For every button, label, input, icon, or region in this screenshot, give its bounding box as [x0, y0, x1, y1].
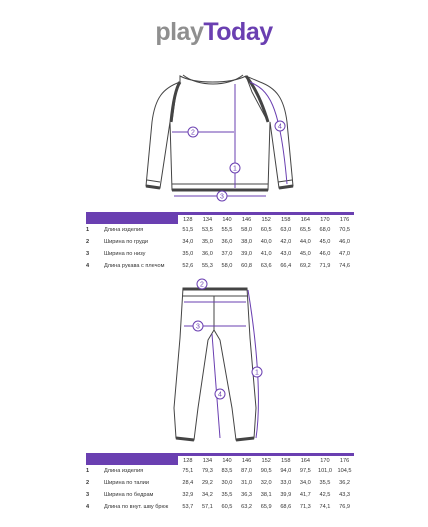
measurement-value: 34,0 — [299, 480, 311, 486]
measurement-value: 83,5 — [221, 468, 233, 474]
size-cell: 146 — [237, 455, 257, 466]
measurement-value: 36,3 — [241, 492, 253, 498]
measurement-label: Длина изделия — [104, 468, 144, 474]
measurement-value: 75,1 — [182, 468, 194, 474]
size-cell: 158 — [276, 214, 296, 225]
sweatshirt-drawing — [0, 62, 428, 212]
measurement-value: 101,0 — [317, 468, 332, 474]
measurement-value: 35,5 — [221, 492, 233, 498]
measurement-label: Ширина по талии — [104, 480, 150, 486]
logo-part-today: Today — [203, 18, 273, 46]
size-cell: 128 — [178, 455, 198, 466]
measurement-value: 33,0 — [280, 480, 292, 486]
measurement-value: 30,0 — [221, 480, 233, 486]
measurement-value: 42,5 — [319, 492, 331, 498]
measurement-label: Ширина по низу — [104, 251, 146, 257]
measurement-value: 53,7 — [182, 504, 194, 510]
row-number: 1 — [86, 227, 90, 233]
size-cell: 176 — [335, 214, 355, 225]
measurement-value: 39,9 — [280, 492, 292, 498]
size-cell: 128 — [178, 214, 198, 225]
callout-4: 4 — [218, 391, 222, 399]
size-cell: 176 — [335, 455, 355, 466]
size-cell: 134 — [198, 214, 218, 225]
row-number: 2 — [86, 239, 90, 245]
bottom-size-table — [86, 453, 354, 513]
table-row — [86, 501, 354, 513]
measurement-value: 97,5 — [299, 468, 311, 474]
measurement-value: 41,7 — [299, 492, 311, 498]
measurement-value: 71,3 — [299, 504, 311, 510]
row-number: 1 — [86, 468, 90, 474]
size-cell: 164 — [296, 455, 316, 466]
table-row — [86, 465, 354, 477]
measurement-value: 38,1 — [260, 492, 272, 498]
measurement-value: 29,2 — [201, 480, 213, 486]
table-row — [86, 489, 354, 501]
measurement-value: 53,5 — [201, 227, 213, 233]
table-row — [86, 477, 354, 489]
size-cell: 152 — [256, 214, 276, 225]
measurement-value: 36,0 — [221, 239, 233, 245]
measurement-value: 45,0 — [299, 251, 311, 257]
measurement-value: 65,5 — [299, 227, 311, 233]
measurement-value: 46,0 — [319, 251, 331, 257]
measurement-value: 58,0 — [221, 263, 233, 269]
measurement-value: 44,0 — [299, 239, 311, 245]
top-size-header-row — [86, 214, 354, 225]
brand-logo-text — [155, 18, 272, 46]
measurement-value: 51,5 — [182, 227, 194, 233]
pants-drawing — [0, 278, 428, 450]
measurement-value: 87,0 — [241, 468, 253, 474]
measurement-value: 68,6 — [280, 504, 292, 510]
size-cell: 134 — [198, 455, 218, 466]
row-number: 4 — [86, 504, 90, 510]
measurement-value: 79,3 — [201, 468, 213, 474]
measurement-value: 35,0 — [201, 239, 213, 245]
size-cell: 158 — [276, 455, 296, 466]
size-cell: 164 — [296, 214, 316, 225]
brand-logo — [0, 18, 428, 47]
measurement-value: 37,0 — [221, 251, 233, 257]
callout-2: 2 — [200, 281, 204, 289]
callout-2: 2 — [191, 129, 195, 137]
measurement-value: 94,0 — [280, 468, 292, 474]
callout-1: 1 — [255, 369, 259, 377]
row-number: 3 — [86, 492, 90, 498]
size-cell: 170 — [315, 455, 335, 466]
measurement-value: 39,0 — [241, 251, 253, 257]
measurement-value: 66,4 — [280, 263, 292, 269]
table-row — [86, 224, 354, 236]
measurement-value: 63,2 — [241, 504, 253, 510]
measurement-label: Ширина по груди — [104, 239, 149, 245]
measurement-value: 90,5 — [260, 468, 272, 474]
measurement-value: 31,0 — [241, 480, 253, 486]
measurement-value: 35,0 — [182, 251, 194, 257]
measurement-label — [104, 214, 178, 225]
table-row — [86, 260, 354, 272]
measurement-value: 32,0 — [260, 480, 272, 486]
measurement-value: 70,5 — [339, 227, 350, 233]
measurement-value: 28,4 — [182, 480, 194, 486]
callout-3: 3 — [220, 193, 224, 201]
callout-3: 3 — [196, 323, 200, 331]
measurement-value: 63,0 — [280, 227, 292, 233]
measurement-value: 60,5 — [221, 504, 233, 510]
logo-part-play: play — [155, 18, 204, 46]
measurement-value: 35,5 — [319, 480, 331, 486]
measurement-value: 76,9 — [339, 504, 350, 510]
measurement-value: 38,0 — [241, 239, 253, 245]
measurement-label: Длина рукава с плечом — [104, 263, 165, 269]
measurement-value: 68,0 — [319, 227, 331, 233]
size-cell: 146 — [237, 214, 257, 225]
measurement-value: 60,8 — [241, 263, 253, 269]
callout-4: 4 — [278, 123, 282, 131]
measurement-value: 46,0 — [339, 239, 350, 245]
size-cell: 152 — [256, 455, 276, 466]
measurement-value: 57,1 — [201, 504, 213, 510]
measurement-value: 34,0 — [182, 239, 194, 245]
table-row — [86, 236, 354, 248]
measurement-value: 32,9 — [182, 492, 194, 498]
measurement-value: 63,6 — [260, 263, 272, 269]
measurement-value: 104,5 — [337, 468, 352, 474]
measurement-value: 58,0 — [241, 227, 253, 233]
measurement-value: 41,0 — [260, 251, 272, 257]
row-number — [86, 455, 104, 466]
measurement-value: 74,1 — [319, 504, 331, 510]
measurement-label: Ширина по бедрам — [104, 492, 154, 498]
measurement-value: 34,2 — [201, 492, 213, 498]
measurement-value: 60,5 — [260, 227, 272, 233]
measurement-label: Длина изделия — [104, 227, 144, 233]
measurement-value: 43,3 — [339, 492, 350, 498]
measurement-label: Длина по внут. шву брюк — [104, 504, 169, 510]
callout-1: 1 — [233, 165, 237, 173]
measurement-value: 45,0 — [319, 239, 331, 245]
measurement-value: 52,6 — [182, 263, 194, 269]
row-number: 3 — [86, 251, 90, 257]
row-number — [86, 214, 104, 225]
measurement-value: 69,2 — [299, 263, 311, 269]
table-row — [86, 248, 354, 260]
measurement-value: 43,0 — [280, 251, 292, 257]
row-number: 4 — [86, 263, 90, 269]
measurement-value: 42,0 — [280, 239, 292, 245]
size-cell: 140 — [217, 455, 237, 466]
measurement-value: 36,0 — [201, 251, 213, 257]
top-size-table — [86, 212, 354, 272]
measurement-value: 55,5 — [221, 227, 233, 233]
bottom-size-header-row — [86, 455, 354, 466]
measurement-value: 36,2 — [339, 480, 350, 486]
measurement-value: 65,9 — [260, 504, 272, 510]
row-number: 2 — [86, 480, 90, 486]
measurement-value: 47,0 — [339, 251, 350, 257]
size-cell: 170 — [315, 214, 335, 225]
size-cell: 140 — [217, 214, 237, 225]
measurement-value: 71,9 — [319, 263, 331, 269]
measurement-label — [104, 455, 178, 466]
measurement-value: 40,0 — [260, 239, 272, 245]
measurement-value: 74,6 — [339, 263, 350, 269]
measurement-value: 55,3 — [201, 263, 213, 269]
